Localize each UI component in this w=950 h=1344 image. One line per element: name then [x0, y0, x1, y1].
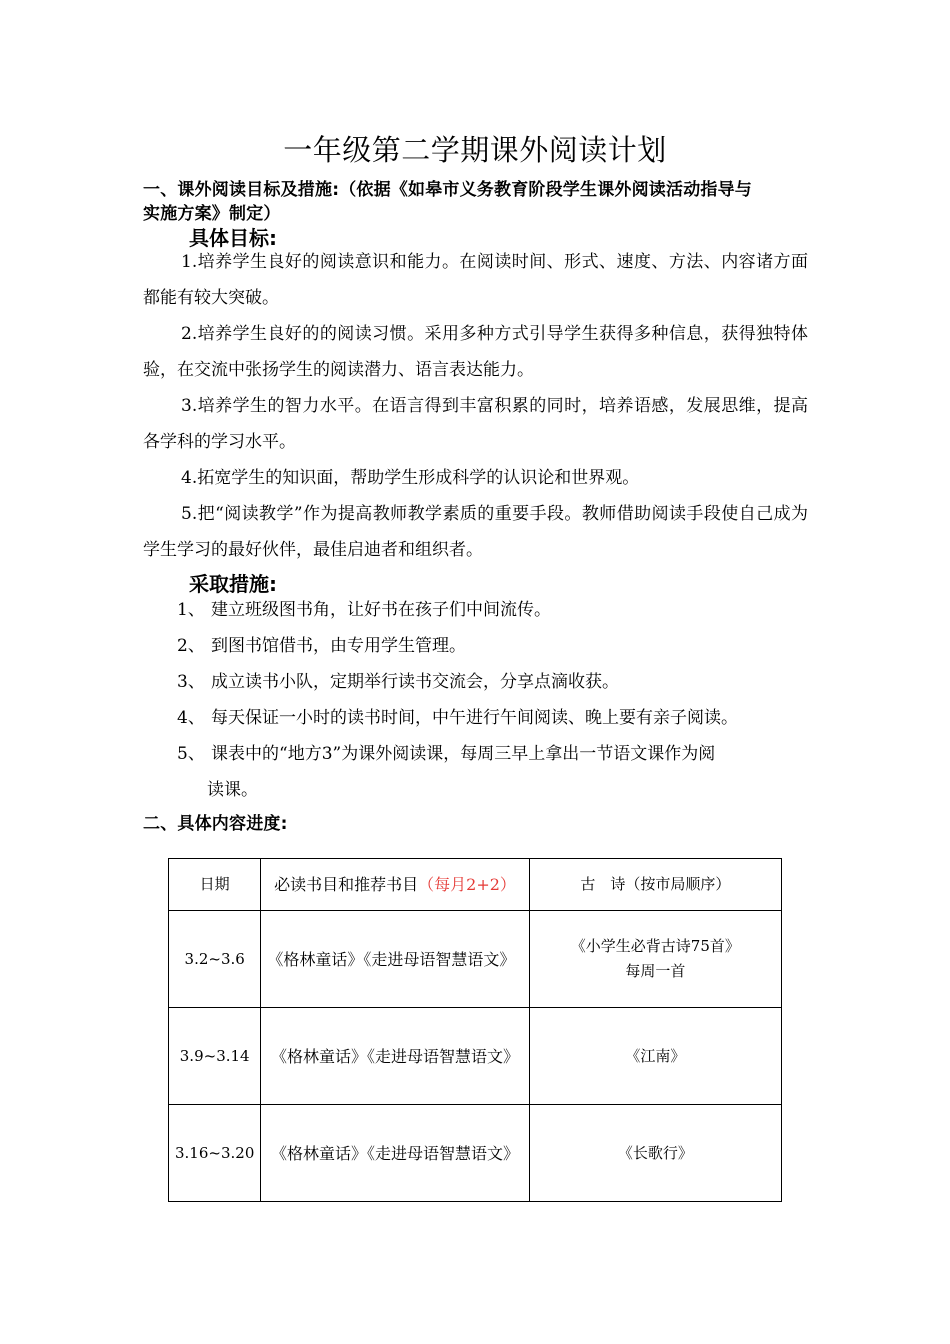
header-books-label: 必读书目和推荐书目: [274, 875, 419, 894]
table-header-row: [169, 859, 782, 911]
cell-date: 3.2~3.6: [169, 911, 261, 1008]
header-books: [261, 859, 529, 911]
cell-poems: [529, 1008, 781, 1105]
goal-item-1: 1.培养学生良好的阅读意识和能力。在阅读时间、形式、速度、方法、内容诸方面都能有较大突破。: [143, 252, 808, 308]
section1-heading: [143, 178, 813, 226]
section2-heading: 二、具体内容进度:: [143, 814, 288, 834]
table-row: [169, 1105, 782, 1202]
cell-poems: [529, 911, 781, 1008]
list-item: [143, 664, 813, 700]
goal-item-4: 4.拓宽学生的知识面，帮助学生形成科学的认识论和世界观。: [181, 468, 640, 488]
header-date: 日期: [169, 859, 261, 911]
measure-text: [207, 736, 811, 808]
cell-date: 3.9~3.14: [169, 1008, 261, 1105]
section1-heading-line1: 一、课外阅读目标及措施:（依据《如皋市义务教育阶段学生课外阅读活动指导与: [143, 180, 752, 200]
list-item: [143, 700, 813, 736]
cell-date: 3.16~3.20: [169, 1105, 261, 1202]
cell-books: 《格林童话》《走进母语智慧语文》: [261, 1008, 529, 1105]
list-item: [143, 736, 813, 808]
goal-item-5: 5.把“阅读教学”作为提高教师教学素质的重要手段。教师借助阅读手段使自己成为学生学习的最好伙伴，最佳启迪者和组织者。: [143, 504, 808, 560]
cell-books: 《格林童话》《走进母语智慧语文》: [261, 911, 529, 1008]
list-item: [143, 592, 813, 628]
measure-number: 2、: [177, 636, 205, 656]
goals-heading: 具体目标:: [189, 226, 277, 250]
schedule-table: [168, 858, 782, 1202]
page-title: 一年级第二学期课外阅读计划: [283, 133, 667, 167]
measure-text-line1: 课表中的“地方3”为课外阅读课，每周三早上拿出一节语文课作为阅: [211, 744, 716, 764]
measure-text: 成立读书小队，定期举行读书交流会，分享点滴收获。: [211, 672, 619, 692]
cell-poems: [529, 1105, 781, 1202]
cell-poem-line2: 每周一首: [625, 962, 686, 980]
measures-list: [143, 592, 813, 808]
measure-number: 4、: [177, 708, 205, 728]
table-row: [169, 1008, 782, 1105]
goal-item-3: 3.培养学生的智力水平。在语言得到丰富积累的同时，培养语感，发展思维，提高各学科的学习水平。: [143, 396, 808, 452]
measure-text: 每天保证一小时的读书时间，中午进行午间阅读、晚上要有亲子阅读。: [211, 708, 738, 728]
table-row: [169, 911, 782, 1008]
measure-number: 1、: [177, 600, 205, 620]
cell-poem-line1: 《小学生必背古诗75首》: [570, 937, 740, 955]
measure-number: 3、: [177, 672, 205, 692]
measure-text: 建立班级图书角，让好书在孩子们中间流传。: [211, 600, 551, 620]
measure-text: 到图书馆借书，由专用学生管理。: [211, 636, 466, 656]
header-books-note: （每月2+2）: [418, 875, 516, 894]
measures-heading: 采取措施:: [189, 572, 277, 596]
header-poems: 古 诗（按市局顺序）: [529, 859, 781, 911]
cell-books: 《格林童话》《走进母语智慧语文》: [261, 1105, 529, 1202]
goal-item-2: 2.培养学生良好的的阅读习惯。采用多种方式引导学生获得多种信息，获得独特体验，在交流中张扬学生的阅读潜力、语言表达能力。: [143, 324, 808, 380]
measure-text-line2: 读课。: [207, 780, 258, 800]
section1-heading-line2: 实施方案》制定）: [143, 204, 281, 224]
list-item: [143, 628, 813, 664]
cell-poem-line1: 《长歌行》: [617, 1143, 693, 1162]
cell-poem-line1: 《江南》: [625, 1046, 686, 1065]
measure-number: 5、: [177, 744, 205, 764]
